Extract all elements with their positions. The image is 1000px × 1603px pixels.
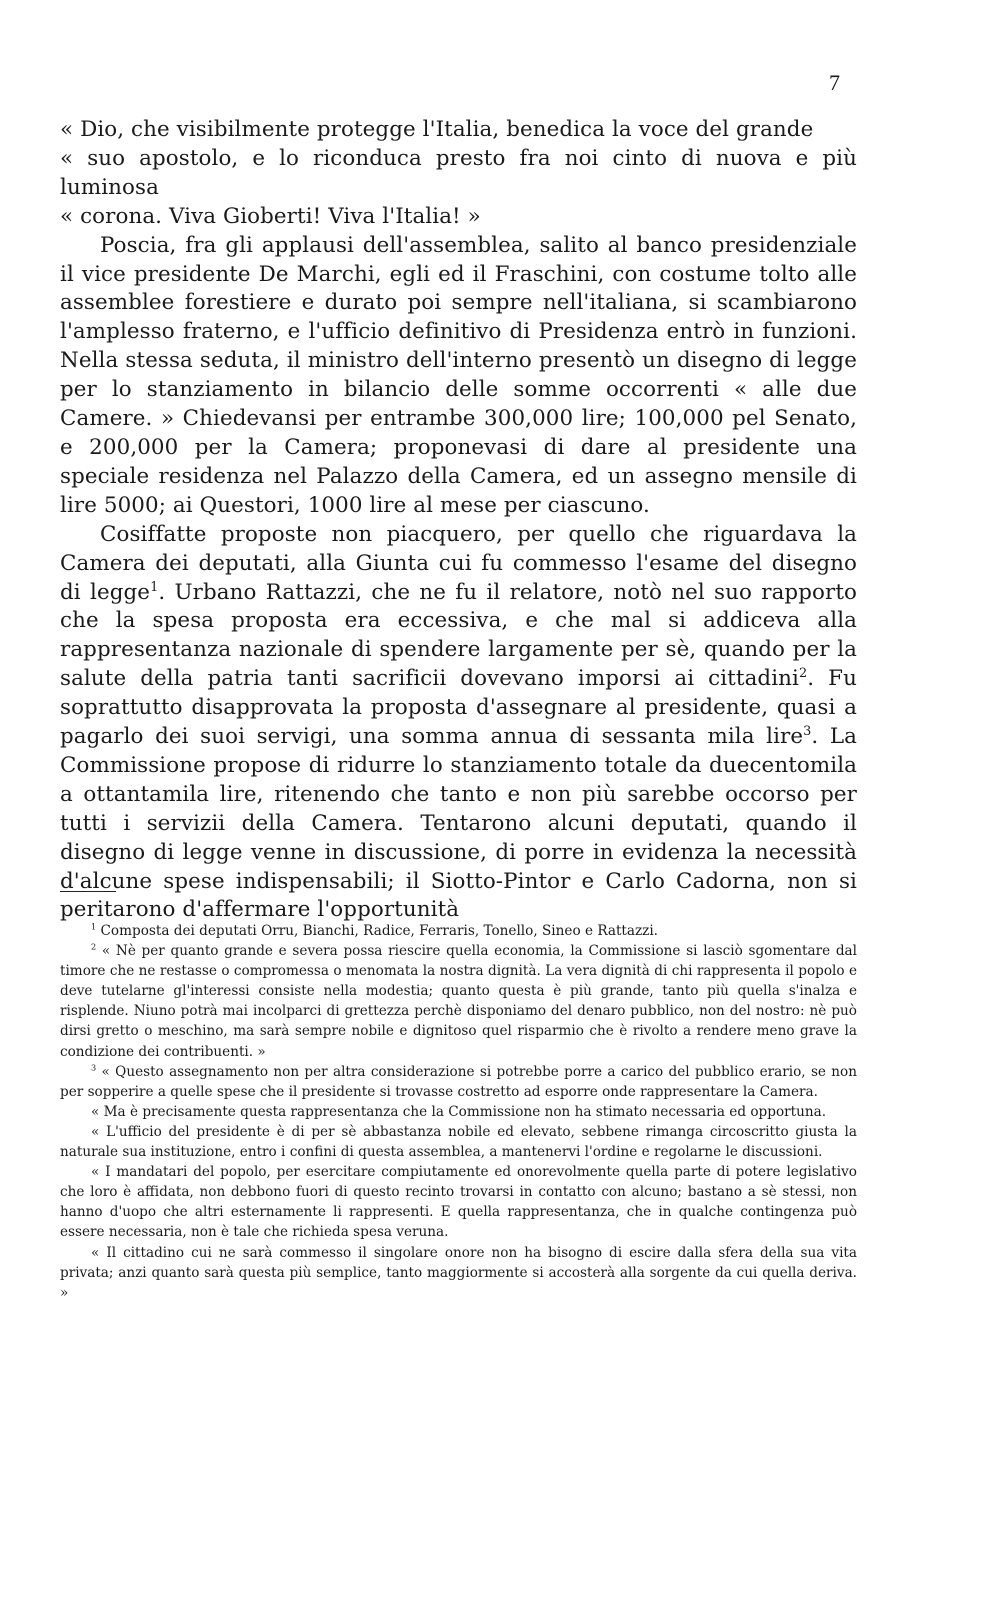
footnote-2	[60, 941, 857, 1062]
quote-line-2: « suo apostolo, e lo riconduca presto fra noi cinto di nuova e più luminosa	[60, 145, 857, 200]
footnote-1	[60, 921, 857, 941]
footnote-ref-1: 1	[150, 579, 159, 595]
footnote-2-mark: 2	[91, 941, 97, 952]
paragraph-2-part-c: . Fu soprattutto disapprovata la proposta d'assegnare al presidente, quasi a pagarlo dei suoi servigi, una somma annua di sessanta mila lire	[60, 666, 857, 750]
footnote-3-paragraph-2: « Ma è precisamente questa rappresentanza che la Commissione non ha stimato necessaria ed opportuna.	[91, 1103, 827, 1120]
footnotes	[60, 921, 857, 1303]
paragraph-2-part-b: . Urbano Rattazzi, che ne fu il relatore, notò nel suo rapporto che la spesa proposta era eccessiva, e che mal si addiceva alla rappresentanza nazionale di spendere largamente per sè, quando per la salute della patria tanti sacrificii dovevano imporsi ai cittadini	[60, 579, 857, 692]
footnote-ref-3: 3	[803, 723, 812, 739]
quote-line-3: « corona. Viva Gioberti! Viva l'Italia! »	[60, 203, 481, 229]
footnote-divider	[60, 891, 116, 892]
footnote-3-mark: 3	[91, 1062, 97, 1073]
footnote-1-text: Composta dei deputati Orru, Bianchi, Radice, Ferraris, Tonello, Sineo e Rattazzi.	[100, 923, 658, 939]
paragraph-1: Poscia, fra gli applausi dell'assemblea, salito al banco presidenziale il vice presidente De Marchi, egli ed il Fraschini, con costume tolto alle assemblee forestiere e durato poi sempre nell'italiana, si scambiarono l'amplesso fraterno, e l'ufficio definitivo di Presidenza entrò in funzioni. Nella stessa seduta, il ministro dell'interno presentò un disegno di legge per lo stanziamento in bilancio delle somme occorrenti « alle due Camere. » Chiedevansi per entrambe 300,000 lire; 100,000 pel Senato, e 200,000 per la Camera; proponevasi di dare al presidente una speciale residenza nel Palazzo della Camera, ed un assegno mensile di lire 5000; ai Questori, 1000 lire al mese per ciascuno.	[60, 232, 857, 518]
footnote-ref-2: 2	[798, 666, 808, 682]
footnote-1-mark: 1	[91, 921, 97, 932]
footnote-2-text: « Nè per quanto grande e severa possa riescire quella economia, la Commissione si lasciò sgomentare dal timore che ne restasse o compromessa o menomata la nostra dignità. La vera dignità di chi rappresenta il popolo e deve tutelarne gl'interessi consiste nella modestia; quanto questa è più grande, tanto più quella s'inalza e risplende. Niuno potrà mai incolparci di grettezza perchè disponiamo del denaro pubblico, non del nostro: nè può dirsi gretto o meschino, ma sarà sempre nobile e dignitoso quel risparmio che è rivolto a rendere meno grave la condizione dei contribuenti. »	[60, 943, 857, 1060]
paragraph-2-part-d: . La Commissione propose di ridurre lo stanziamento totale da duecentomila a ottantamila lire, ritenendo che tanto e non più sarebbe occorso per tutti i servizii della Camera. Tentarono alcuni deputati, quando il disegno di legge venne in discussione, di porre in evidenza la necessità d'alcune spese indispensabili; il Siotto-Pintor e Carlo Cadorna, non si peritarono d'affermare l'opportunità	[60, 724, 857, 923]
paragraph-2-part-a: Cosiffatte proposte non piacquero, per quello che riguardava la Camera dei deputati, alla Giunta cui fu commesso l'esame del disegno di legge	[60, 521, 857, 605]
footnote-3	[60, 1062, 857, 1102]
footnote-3-text: « Questo assegnamento non per altra considerazione si potrebbe porre a carico del pubblico erario, se non per sopperire a quelle spese che il presidente si trovasse costretto ad esporre onde rappresentare la Camera.	[60, 1063, 857, 1100]
footnote-3-paragraph-4: « I mandatari del popolo, per esercitare compiutamente ed onorevolmente quella parte di potere legislativo che loro è affidata, non debbono fuori di questo recinto trovarsi in contatto con alcuno; bastano a sè stessi, non hanno d'uopo che altri esternamente li rappresenti. E quella rappresentanza, che in qualche contingenza può essere necessaria, non è tale che richieda spesa veruna.	[60, 1164, 857, 1241]
main-text	[60, 116, 857, 925]
paragraph-2	[60, 521, 857, 926]
footnote-3-paragraph-3: « L'ufficio del presidente è di per sè abbastanza nobile ed elevato, sebbene rimanga circoscritto giusta la naturale sua instituzione, entro i confini di questa assemblea, a mantenervi l'ordine e regolarne le discussioni.	[60, 1123, 857, 1161]
quote-line-1: « Dio, che visibilmente protegge l'Italia, benedica la voce del grande	[60, 117, 814, 142]
page-number: 7	[829, 70, 840, 95]
footnote-3-paragraph-5: « Il cittadino cui ne sarà commesso il singolare onore non ha bisogno di escire dalla sfera della sua vita privata; anzi quanto sarà questa più semplice, tanto maggiormente si accosterà alla sorgente da cui quella deriva. »	[60, 1244, 857, 1301]
